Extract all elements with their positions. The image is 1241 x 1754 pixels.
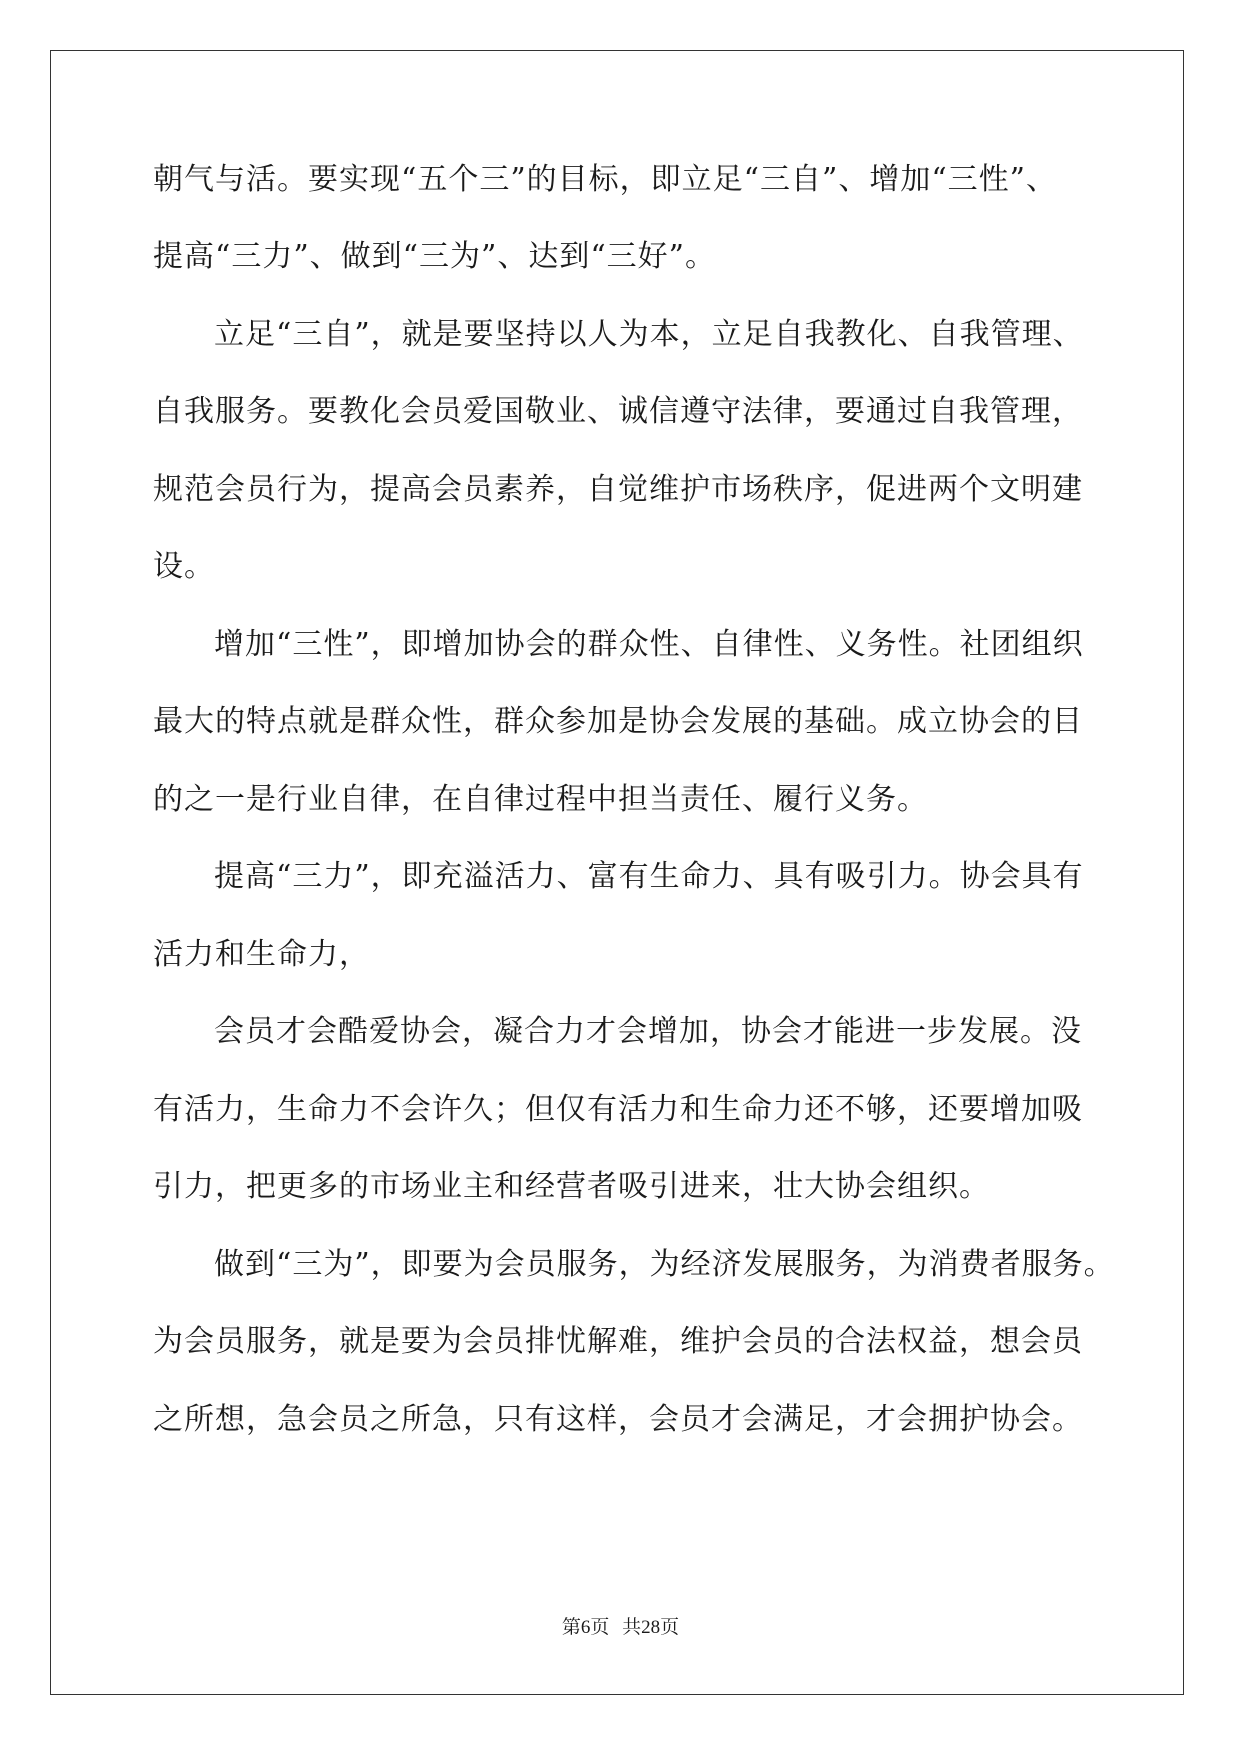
- text-line: 设。: [153, 549, 215, 584]
- text-line: 的之一是行业自律，在自律过程中担当责任、履行义务。: [153, 782, 928, 817]
- text-line: 引力，把更多的市场业主和经营者吸引进来，壮大协会组织。: [153, 1169, 990, 1204]
- text-line: 会员才会酷爱协会，凝合力才会增加，协会才能进一步发展。没: [214, 1014, 1082, 1049]
- text-line: 有活力，生命力不会许久；但仅有活力和生命力还不够，还要增加吸: [153, 1092, 1083, 1127]
- text-line: 做到“三为”，即要为会员服务，为经济发展服务，为消费者服务。: [214, 1247, 1115, 1282]
- text-line: 为会员服务，就是要为会员排忧解难，维护会员的合法权益，想会员: [153, 1324, 1083, 1359]
- text-line: 最大的特点就是群众性，群众参加是协会发展的基础。成立协会的目: [153, 704, 1083, 739]
- text-line: 增加“三性”，即增加协会的群众性、自律性、义务性。社团组织: [214, 627, 1084, 662]
- page-footer: [0, 1616, 1241, 1640]
- total-pages: 共28页: [622, 1617, 680, 1638]
- text-line: 朝气与活。要实现“五个三”的目标，即立足“三自”、增加“三性”、: [153, 162, 1058, 197]
- text-line: 之所想，急会员之所急，只有这样，会员才会满足，才会拥护协会。: [153, 1402, 1083, 1437]
- text-line: 规范会员行为，提高会员素养，自觉维护市场秩序，促进两个文明建: [153, 472, 1083, 507]
- text-line: 立足“三自”，就是要坚持以人为本，立足自我教化、自我管理、: [214, 317, 1084, 352]
- text-line: 自我服务。要教化会员爱国敬业、诚信遵守法律，要通过自我管理，: [153, 394, 1083, 429]
- page-number: 第6页: [561, 1617, 610, 1638]
- text-line: 提高“三力”，即充溢活力、富有生命力、具有吸引力。协会具有: [214, 859, 1084, 894]
- text-line: 提高“三力”、做到“三为”、达到“三好”。: [153, 239, 717, 274]
- text-line: 活力和生命力，: [153, 937, 370, 972]
